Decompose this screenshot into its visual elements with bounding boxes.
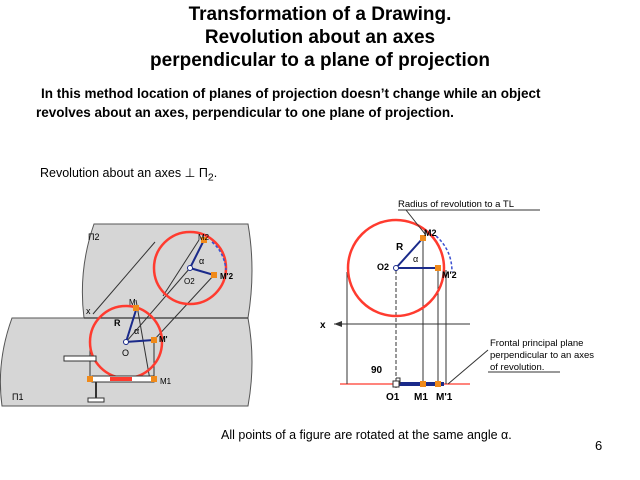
point-m-prime-1-ortho xyxy=(435,381,441,387)
point-o1 xyxy=(393,381,399,387)
frontal-note-line-3: of revolution. xyxy=(490,362,545,373)
label-p2: П2 xyxy=(88,232,100,242)
label-lower-m: M xyxy=(129,298,136,307)
label-upper-o2: O2 xyxy=(184,277,195,286)
label-lower-alpha: α xyxy=(134,326,140,336)
label-upper-m-prime-2: M'2 xyxy=(220,272,234,281)
frontal-note-line-1: Frontal principal plane xyxy=(490,338,584,349)
page-number: 6 xyxy=(595,438,603,453)
label-alpha: α xyxy=(413,254,419,264)
label-m1: M1 xyxy=(414,392,428,403)
footer-note: All points of a figure are rotated at the same angle α. xyxy=(221,428,512,442)
subheading-text: Revolution about an axes ⊥ П xyxy=(40,166,208,180)
label-m-prime-1: M'1 xyxy=(436,392,453,403)
title-line-2: Revolution about an axes xyxy=(204,27,436,48)
label-lower-m-prime: M' xyxy=(159,335,168,344)
label-upper-alpha: α xyxy=(199,256,205,266)
label-o1: O1 xyxy=(386,392,400,403)
label-m2: M2 xyxy=(424,228,437,238)
subheading-suffix: . xyxy=(213,166,218,180)
point-o2-ortho xyxy=(394,266,399,271)
title-line-1: Transformation of a Drawing. xyxy=(188,4,452,25)
label-r: R xyxy=(396,242,404,253)
label-radius-note: Radius of revolution to a TL xyxy=(398,199,515,210)
label-x-pictorial: x xyxy=(86,306,91,316)
subheading-subscript: 2 xyxy=(207,172,214,184)
x-axis-arrow xyxy=(334,321,342,327)
label-o2: O2 xyxy=(377,262,390,272)
title-line-3: perpendicular to a plane of projection xyxy=(150,50,490,71)
label-x-axis: x xyxy=(320,320,326,331)
point-m-prime-2-ortho xyxy=(435,265,441,271)
label-p1: П1 xyxy=(12,392,24,402)
label-upper-m2: M2 xyxy=(198,233,210,242)
label-m-prime-2: M'2 xyxy=(442,270,457,280)
label-lower-m1: M1 xyxy=(160,377,172,386)
point-m1-ortho xyxy=(420,381,426,387)
label-90: 90 xyxy=(371,365,383,376)
label-lower-r: R xyxy=(114,318,121,328)
intro-line-2: revolves about an axes, perpendicular to one plane of projection. xyxy=(36,105,454,120)
frontal-note-line-2: perpendicular to an axes xyxy=(490,350,595,361)
frontal-note-leader xyxy=(448,350,488,384)
intro-line-1: In this method location of planes of projection doesn’t change while an object xyxy=(41,86,541,101)
label-lower-o: O xyxy=(122,348,130,358)
